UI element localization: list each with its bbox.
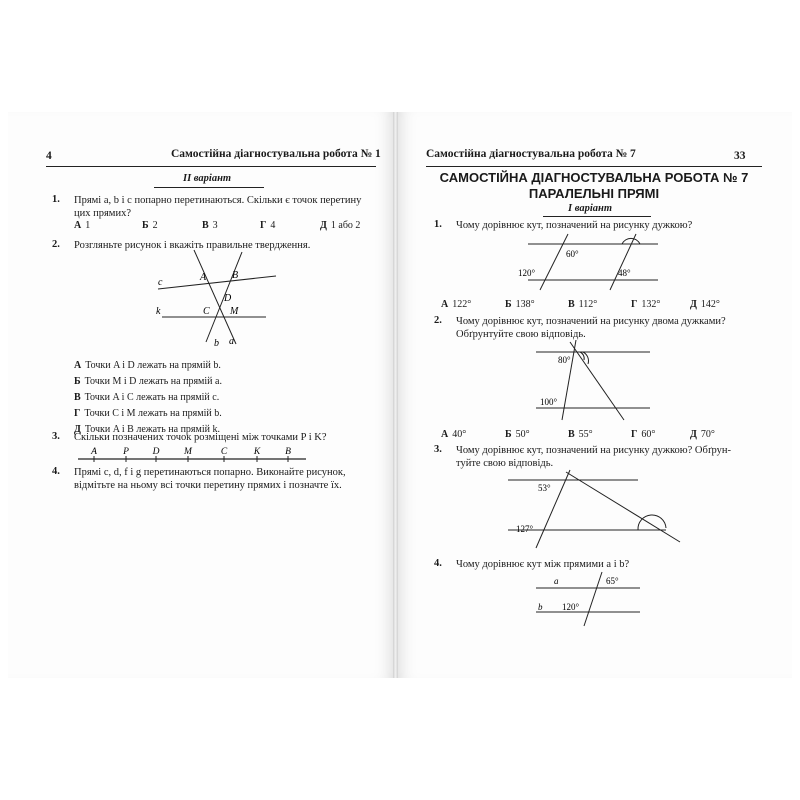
angle-label: 120° — [518, 268, 536, 278]
point-label: M — [184, 447, 192, 457]
running-head: Самостійна діагностувальна робота № 7 — [426, 148, 636, 160]
question-text: цих прямих? — [74, 208, 131, 219]
answer-option: В 55° — [568, 429, 593, 440]
question-text: Прямі a, b і c попарно перетинаються. Скільки є точок перетину — [74, 195, 362, 206]
section-title: САМОСТІЙНА ДІАГНОСТУВАЛЬНА РОБОТА № 7 — [439, 170, 749, 185]
variant-rule — [543, 216, 651, 217]
question-number: 2. — [434, 315, 442, 326]
point-label: D — [224, 293, 232, 304]
answer-option: А 40° — [441, 429, 467, 440]
question-number: 4. — [434, 558, 442, 569]
point-label: D — [152, 447, 160, 457]
question-text: Скільки позначених точок розміщені між точками P і K? — [74, 432, 327, 443]
answer-option: В 112° — [568, 299, 598, 310]
question-text: Обґрунтуйте свою відповідь. — [456, 329, 586, 340]
answer-option: А Точки A і D лежать на прямій b. — [74, 360, 221, 371]
answer-option: Г 132° — [631, 299, 661, 310]
line-label: b — [538, 602, 543, 612]
question-text: Чому дорівнює кут, позначений на рисунку дужкою? — [456, 220, 693, 231]
question-number: 3. — [434, 444, 442, 455]
answer-option: Д Точки A і B лежать на прямій k. — [74, 424, 220, 435]
answer-option: А 1 — [74, 220, 91, 231]
left-page — [8, 112, 393, 678]
angle-figure — [498, 468, 698, 552]
variant-heading: І варіант — [568, 203, 612, 214]
right-page — [398, 112, 792, 678]
line-label: b — [214, 338, 219, 348]
answer-option: Б Точки M і D лежать на прямій a. — [74, 376, 222, 387]
line-label: k — [156, 306, 161, 317]
answer-option: Д 1 або 2 — [320, 220, 361, 231]
point-label: A — [200, 272, 207, 283]
angle-label: 53° — [538, 483, 551, 493]
answer-option: В 3 — [202, 220, 218, 231]
header-rule — [426, 166, 762, 167]
question-number: 1. — [434, 219, 442, 230]
answer-option: Г Точки C і M лежать на прямій b. — [74, 408, 222, 419]
point-label: M — [230, 306, 239, 317]
question-number: 2. — [52, 239, 60, 250]
angle-figure — [528, 566, 648, 628]
answer-option: Б 50° — [505, 429, 530, 440]
section-subtitle: ПАРАЛЕЛЬНІ ПРЯМІ — [528, 186, 660, 201]
angle-figure — [528, 340, 658, 422]
question-number: 4. — [52, 466, 60, 477]
variant-heading: II варіант — [183, 173, 232, 184]
point-label: C — [220, 447, 228, 457]
answer-option: В Точки A і C лежать на прямій c. — [74, 392, 220, 403]
answer-option: Г 4 — [260, 220, 276, 231]
question-number: 3. — [52, 431, 60, 442]
angle-figure — [518, 230, 668, 292]
question-text: Чому дорівнює кут, позначений на рисунку двома дужками? — [456, 316, 726, 327]
angle-label: 65° — [606, 576, 619, 586]
variant-rule — [154, 187, 264, 188]
answer-option: Д 142° — [690, 299, 720, 310]
book-spread — [8, 112, 792, 678]
line-label: a — [229, 336, 234, 347]
question-text: туйте свою відповідь. — [456, 458, 554, 469]
angle-label: 60° — [566, 249, 579, 259]
page-number: 33 — [734, 150, 746, 162]
angle-label: 100° — [540, 397, 558, 407]
point-label: B — [232, 270, 239, 281]
question-text: Чому дорівнює кут, позначений на рисунку дужкою? Обґрун- — [456, 445, 731, 456]
angle-label: 120° — [562, 602, 580, 612]
question-text: Розгляньте рисунок і вкажіть правильне твердження. — [74, 240, 311, 251]
answer-option: Б 2 — [142, 220, 158, 231]
point-label: C — [203, 306, 210, 317]
angle-label: 127° — [516, 524, 534, 534]
point-label: P — [123, 447, 129, 457]
running-head: Самостійна діагностувальна робота № 1 — [171, 148, 381, 160]
page-number: 4 — [46, 150, 52, 162]
question-number: 1. — [52, 194, 60, 205]
answer-option: Б 138° — [505, 299, 535, 310]
question-text: Чому дорівнює кут між прямими a і b? — [456, 559, 630, 570]
point-label: A — [91, 447, 97, 457]
angle-label: 48° — [618, 268, 631, 278]
lines-figure — [148, 248, 278, 348]
point-label: K — [253, 447, 261, 457]
angle-label: 80° — [558, 355, 571, 365]
question-text: відмітьте на ньому всі точки перетину прямих і позначте їх. — [74, 480, 342, 491]
line-label: c — [158, 277, 163, 288]
line-label: a — [554, 576, 559, 586]
header-rule — [46, 166, 376, 167]
question-text: Прямі c, d, f і g перетинаються попарно. Виконайте рисунок, — [74, 467, 346, 478]
points-line-figure — [68, 442, 318, 466]
answer-option: А 122° — [441, 299, 472, 310]
point-label: B — [285, 447, 291, 457]
answer-option: Г 60° — [631, 429, 656, 440]
answer-option: Д 70° — [690, 429, 715, 440]
